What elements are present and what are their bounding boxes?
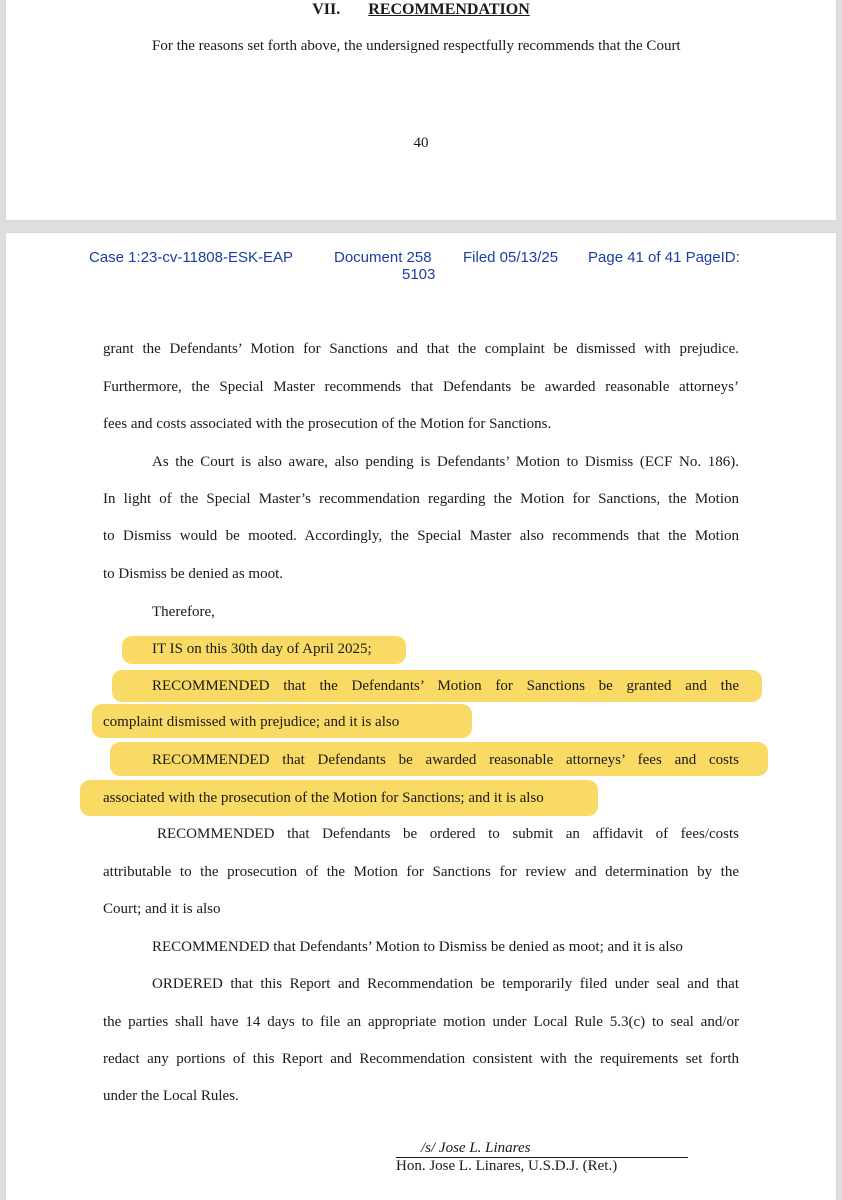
- recommendation-2-line: associated with the prosecution of the Motion for Sanctions; and it is also: [103, 790, 544, 806]
- ordered-line: the parties shall have 14 days to file an appropriate motion under Local Rule 5.3(c) to seal and/or: [103, 1014, 739, 1030]
- recommendation-3-line: Court; and it is also: [103, 901, 221, 917]
- recommendation-2-line: RECOMMENDED that Defendants be awarded reasonable attorneys’ fees and costs: [152, 752, 739, 768]
- recommendation-3-line: attributable to the prosecution of the Motion for Sanctions for review and determination by the: [103, 864, 739, 880]
- ecf-document-number: Document 258: [334, 249, 432, 266]
- signatory-name: Hon. Jose L. Linares, U.S.D.J. (Ret.): [396, 1158, 618, 1174]
- it-is-line: IT IS on this 30th day of April 2025;: [152, 641, 372, 657]
- ecf-filed-date: Filed 05/13/25: [463, 249, 559, 266]
- body-line: Furthermore, the Special Master recommends that Defendants be awarded reasonable attorneys’: [103, 379, 739, 395]
- section-number: VII.: [312, 1, 341, 18]
- recommendation-1-line: complaint dismissed with prejudice; and it is also: [103, 714, 400, 730]
- body-line: to Dismiss would be mooted. Accordingly, the Special Master also recommends that the Motion: [103, 528, 739, 544]
- body-line: As the Court is also aware, also pending is Defendants’ Motion to Dismiss (ECF No. 186).: [152, 454, 739, 470]
- ordered-line: redact any portions of this Report and Recommendation consistent with the requirements set forth: [103, 1051, 739, 1067]
- therefore-line: Therefore,: [152, 604, 215, 620]
- recommendation-4-line: RECOMMENDED that Defendants’ Motion to Dismiss be denied as moot; and it is also: [152, 939, 683, 955]
- section-heading: [0, 0, 842, 20]
- ecf-page-info: Page 41 of 41 PageID:: [588, 249, 740, 266]
- ecf-case-number: Case 1:23-cv-11808-ESK-EAP: [89, 249, 293, 266]
- signature: /s/ Jose L. Linares: [421, 1140, 531, 1156]
- intro-line: For the reasons set forth above, the undersigned respectfully recommends that the Court: [152, 38, 681, 54]
- ordered-line: under the Local Rules.: [103, 1088, 239, 1104]
- page-number: 40: [413, 135, 429, 151]
- section-title: RECOMMENDATION: [368, 1, 530, 18]
- recommendation-1-line: RECOMMENDED that the Defendants’ Motion for Sanctions be granted and the: [152, 678, 739, 694]
- body-line: fees and costs associated with the prosecution of the Motion for Sanctions.: [103, 416, 552, 432]
- ordered-line: ORDERED that this Report and Recommendation be temporarily filed under seal and that: [152, 976, 739, 992]
- body-line: In light of the Special Master’s recommendation regarding the Motion for Sanctions, the Motion: [103, 491, 739, 507]
- body-line: grant the Defendants’ Motion for Sanctions and that the complaint be dismissed with prejudice.: [103, 341, 739, 357]
- body-line: to Dismiss be denied as moot.: [103, 566, 283, 582]
- recommendation-3-line: RECOMMENDED that Defendants be ordered to submit an affidavit of fees/costs: [157, 826, 739, 842]
- ecf-pageid: 5103: [402, 266, 436, 283]
